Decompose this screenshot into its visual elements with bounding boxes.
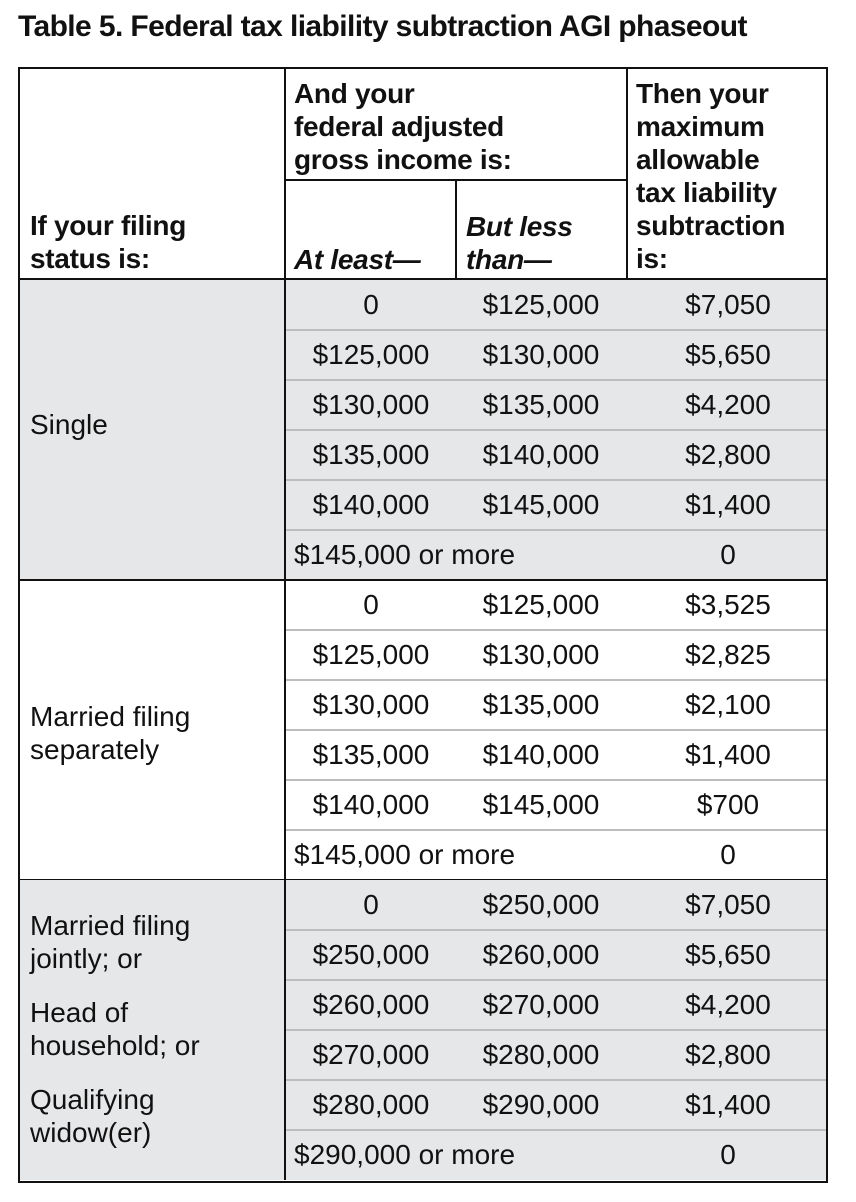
filing-status-label: Married filing bbox=[30, 701, 191, 732]
header-line: tax liability bbox=[636, 177, 777, 208]
table-row bbox=[286, 730, 826, 780]
max-subtraction-cell: $7,050 bbox=[685, 289, 771, 320]
at-least-cell: 0 bbox=[363, 289, 379, 320]
at-least-cell: $135,000 bbox=[312, 739, 430, 770]
less-than-cell: $270,000 bbox=[482, 989, 600, 1020]
header-line: Then your bbox=[636, 78, 769, 109]
table-row bbox=[286, 930, 826, 980]
less-than-cell: $125,000 bbox=[482, 289, 600, 320]
table-row bbox=[286, 780, 826, 830]
at-least-cell: $250,000 bbox=[312, 939, 430, 970]
header-line: allowable bbox=[636, 144, 760, 175]
less-than-cell: $250,000 bbox=[482, 889, 600, 920]
max-subtraction-cell: $2,825 bbox=[685, 639, 771, 670]
header-line: status is: bbox=[30, 243, 150, 274]
less-than-cell: $140,000 bbox=[482, 439, 600, 470]
filing-status-group bbox=[20, 280, 826, 580]
header-line: maximum bbox=[636, 111, 765, 142]
less-than-cell: $135,000 bbox=[482, 689, 600, 720]
header-divider bbox=[626, 69, 628, 279]
header-line: than— bbox=[466, 244, 552, 275]
at-least-cell: 0 bbox=[363, 889, 379, 920]
max-subtraction-cell: $5,650 bbox=[685, 339, 771, 370]
max-subtraction-cell: $1,400 bbox=[685, 739, 771, 770]
table-title: Table 5. Federal tax liability subtraction AGI phaseout bbox=[18, 10, 747, 43]
max-subtraction-cell: 0 bbox=[720, 1139, 736, 1170]
at-least-cell: $130,000 bbox=[312, 689, 430, 720]
table-row bbox=[286, 330, 826, 380]
table-row bbox=[286, 1080, 826, 1130]
filing-status-group bbox=[20, 880, 826, 1180]
less-than-cell: $130,000 bbox=[482, 339, 600, 370]
at-least-cell: $260,000 bbox=[312, 989, 430, 1020]
header-divider bbox=[455, 179, 457, 279]
less-than-cell: $125,000 bbox=[482, 589, 600, 620]
max-subtraction-cell: $2,800 bbox=[685, 1039, 771, 1070]
income-range-cell: $145,000 or more bbox=[294, 539, 516, 570]
at-least-cell: 0 bbox=[363, 589, 379, 620]
header-line: But less bbox=[466, 211, 573, 242]
table-body bbox=[20, 280, 826, 1181]
filing-status-group bbox=[20, 580, 826, 880]
header-line: federal adjusted bbox=[294, 111, 504, 142]
at-least-cell: $135,000 bbox=[312, 439, 430, 470]
filing-status-label: household; or bbox=[30, 1030, 200, 1061]
filing-status-label: Head of bbox=[30, 997, 129, 1028]
header-max-subtraction bbox=[636, 77, 826, 275]
income-range-cell: $145,000 or more bbox=[294, 839, 516, 870]
less-than-cell: $290,000 bbox=[482, 1089, 600, 1120]
table-row bbox=[286, 680, 826, 730]
less-than-cell: $145,000 bbox=[482, 489, 600, 520]
at-least-cell: $125,000 bbox=[312, 639, 430, 670]
table-row bbox=[286, 830, 826, 880]
max-subtraction-cell: $4,200 bbox=[685, 989, 771, 1020]
max-subtraction-cell: 0 bbox=[720, 839, 736, 870]
header-filing-status bbox=[30, 209, 280, 275]
table-row bbox=[286, 480, 826, 530]
header-agi bbox=[294, 77, 624, 176]
header-at-least: At least— bbox=[294, 244, 421, 275]
header-line: And your bbox=[294, 78, 415, 109]
filing-status-label: widow(er) bbox=[30, 1117, 152, 1148]
max-subtraction-cell: $1,400 bbox=[685, 1089, 771, 1120]
table-row bbox=[286, 1030, 826, 1080]
header-line: gross income is: bbox=[294, 144, 512, 175]
table-row bbox=[286, 530, 826, 580]
table-row bbox=[286, 980, 826, 1030]
filing-status-label: Married filing bbox=[30, 910, 191, 941]
table-row bbox=[286, 430, 826, 480]
table-row bbox=[286, 580, 826, 630]
max-subtraction-cell: $1,400 bbox=[685, 489, 771, 520]
at-least-cell: $140,000 bbox=[312, 489, 430, 520]
max-subtraction-cell: $2,800 bbox=[685, 439, 771, 470]
filing-status-label: jointly; or bbox=[30, 943, 143, 974]
max-subtraction-cell: $4,200 bbox=[685, 389, 771, 420]
at-least-cell: $140,000 bbox=[312, 789, 430, 820]
less-than-cell: $140,000 bbox=[482, 739, 600, 770]
header-line: is: bbox=[636, 243, 668, 274]
header-line: If your filing bbox=[30, 210, 187, 241]
filing-status-label: separately bbox=[30, 734, 160, 765]
table-row bbox=[286, 280, 826, 330]
less-than-cell: $130,000 bbox=[482, 639, 600, 670]
max-subtraction-cell: $3,525 bbox=[685, 589, 771, 620]
less-than-cell: $135,000 bbox=[482, 389, 600, 420]
at-least-cell: $270,000 bbox=[312, 1039, 430, 1070]
filing-status-label: Single bbox=[30, 409, 108, 440]
max-subtraction-cell: $700 bbox=[696, 789, 760, 820]
max-subtraction-cell: 0 bbox=[720, 539, 736, 570]
table-row bbox=[286, 880, 826, 930]
less-than-cell: $260,000 bbox=[482, 939, 600, 970]
table-row bbox=[286, 1130, 826, 1180]
filing-status-label: Qualifying bbox=[30, 1084, 155, 1115]
max-subtraction-cell: $7,050 bbox=[685, 889, 771, 920]
max-subtraction-cell: $5,650 bbox=[685, 939, 771, 970]
header-divider bbox=[284, 69, 286, 279]
less-than-cell: $145,000 bbox=[482, 789, 600, 820]
header-divider bbox=[284, 179, 626, 181]
header-line: subtraction bbox=[636, 210, 786, 241]
income-range-cell: $290,000 or more bbox=[294, 1139, 516, 1170]
table-row bbox=[286, 630, 826, 680]
max-subtraction-cell: $2,100 bbox=[685, 689, 771, 720]
at-least-cell: $125,000 bbox=[312, 339, 430, 370]
at-least-cell: $280,000 bbox=[312, 1089, 430, 1120]
less-than-cell: $280,000 bbox=[482, 1039, 600, 1070]
header-but-less-than bbox=[466, 210, 626, 276]
table-row bbox=[286, 380, 826, 430]
phaseout-table bbox=[18, 67, 828, 1183]
at-least-cell: $130,000 bbox=[312, 389, 430, 420]
